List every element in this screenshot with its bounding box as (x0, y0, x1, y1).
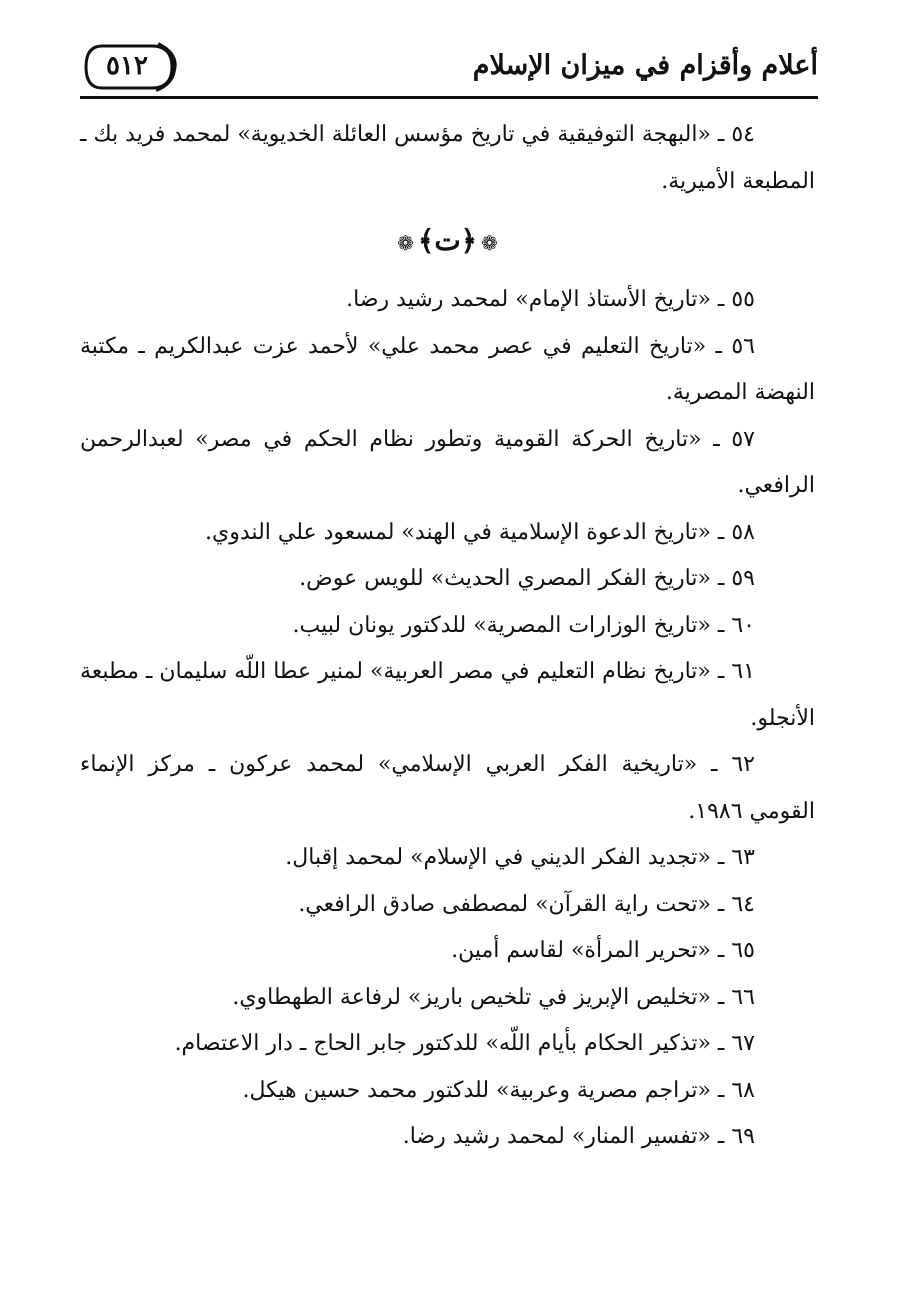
list-item: ٥٧ ـ «تاريخ الحركة القومية وتطور نظام الحكم في مصر» لعبدالرحمن الرافعي. (80, 426, 815, 498)
page-number: ٥١٢ (106, 51, 148, 81)
list-item: ٥٩ ـ «تاريخ الفكر المصري الحديث» للويس عوض. (299, 566, 755, 591)
list-item: ٥٦ ـ «تاريخ التعليم في عصر محمد علي» لأحمد عزت عبدالكريم ـ مكتبة النهضة المصرية. (80, 333, 815, 405)
bracket-close: ﴾ (417, 224, 435, 257)
list-item: ٦٨ ـ «تراجم مصرية وعربية» للدكتور محمد حسين هيكل. (242, 1077, 755, 1103)
list-item: ٥٤ ـ «البهجة التوفيقية في تاريخ مؤسس العائلة الخديوية» لمحمد فريد بك ـ المطبعة الأميرية. (80, 122, 815, 194)
list-item: ٦٩ ـ «تفسير المنار» لمحمد رشيد رضا. (402, 1124, 755, 1149)
list-item: ٥٨ ـ «تاريخ الدعوة الإسلامية في الهند» لمسعود علي الندوي. (205, 519, 755, 545)
page-header (80, 40, 818, 100)
flower-ornament-icon: ❁ (397, 230, 414, 255)
section-heading (80, 205, 815, 277)
list-item: ٦٣ ـ «تجديد الفكر الديني في الإسلام» لمحمد إقبال. (285, 845, 755, 870)
list-item: ٦٦ ـ «تخليص الإبريز في تلخيص باريز» لرفاعة الطهطاوي. (232, 984, 755, 1010)
list-item: ٦٢ ـ «تاريخية الفكر العربي الإسلامي» لمحمد عركون ـ مركز الإنماء القومي ١٩٨٦. (80, 752, 815, 824)
list-item: ٦٤ ـ «تحت راية القرآن» لمصطفى صادق الرافعي. (298, 891, 755, 917)
page-number-frame (82, 40, 178, 94)
bracket-open: ﴿ (460, 224, 478, 257)
list-item: ٥٥ ـ «تاريخ الأستاذ الإمام» لمحمد رشيد رضا. (346, 287, 755, 312)
section-letter: ت (434, 224, 461, 257)
running-title: أعلام وأقزام في ميزان الإسلام (472, 50, 818, 81)
header-divider (80, 96, 818, 99)
flower-ornament-icon: ❁ (481, 230, 498, 255)
list-item: ٦٥ ـ «تحرير المرأة» لقاسم أمين. (451, 938, 755, 963)
list-item: ٦١ ـ «تاريخ نظام التعليم في مصر العربية» لمنير عطا اللّه سليمان ـ مطبعة الأنجلو. (80, 659, 815, 731)
bibliography-list (80, 112, 815, 1161)
list-item: ٦٠ ـ «تاريخ الوزارات المصرية» للدكتور يونان لبيب. (292, 612, 755, 638)
list-item: ٦٧ ـ «تذكير الحكام بأيام اللّه» للدكتور جابر الحاج ـ دار الاعتصام. (174, 1031, 755, 1056)
